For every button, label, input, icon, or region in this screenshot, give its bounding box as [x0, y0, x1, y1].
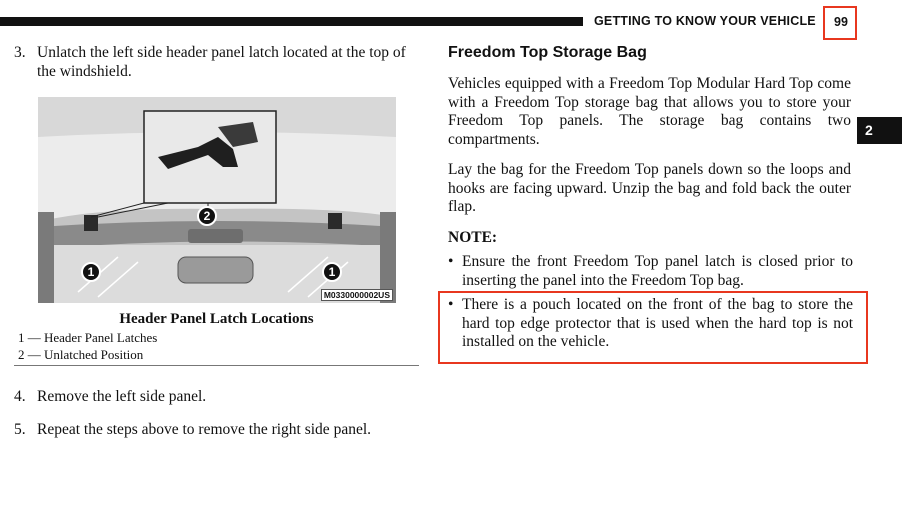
- legend-item-1: 1 — Header Panel Latches: [18, 330, 158, 345]
- section-heading: Freedom Top Storage Bag: [448, 44, 647, 61]
- caption-divider: [14, 365, 419, 366]
- callout-2: 2: [197, 206, 217, 226]
- bullet-dot: •: [448, 296, 454, 313]
- paragraph-1: Vehicles equipped with a Freedom Top Modular Hard Top come with a Freedom Top storage bag that allows you to store your Freedom Top panels. The storage bag contains two compartments.: [448, 75, 851, 149]
- figure-caption-title: Header Panel Latch Locations: [119, 311, 314, 327]
- bullet-highlight: [438, 291, 868, 364]
- step-text: Unlatch the left side header panel latch located at the top of the windshield.: [37, 44, 406, 80]
- step-text: Repeat the steps above to remove the right side panel.: [37, 421, 372, 438]
- step-number: 3.: [14, 44, 26, 61]
- step-number: 4.: [14, 388, 26, 405]
- bullet-text: There is a pouch located on the front of the bag to store the hard top edge protector that is used when the hard top is not installed on the vehicle.: [462, 296, 853, 351]
- chapter-tab: 2: [857, 117, 902, 144]
- page-number: 99: [834, 15, 848, 29]
- step-number: 5.: [14, 421, 26, 438]
- paragraph-2: Lay the bag for the Freedom Top panels down so the loops and hooks are facing upward. Unzip the bag and fold back the outer flap.: [448, 161, 851, 216]
- callout-1-right: 1: [322, 262, 342, 282]
- bullet-text: Ensure the front Freedom Top panel latch is closed prior to inserting the panel into the Freedom Top bag.: [462, 253, 853, 289]
- step-text: Remove the left side panel.: [37, 388, 207, 405]
- figure-code: M0330000002US: [321, 289, 393, 301]
- bullet-dot: •: [448, 253, 454, 270]
- running-header: GETTING TO KNOW YOUR VEHICLE: [594, 14, 816, 28]
- legend-item-2: 2 — Unlatched Position: [18, 347, 144, 362]
- callout-1-left: 1: [81, 262, 101, 282]
- note-label: NOTE:: [448, 229, 498, 246]
- header-latch-figure: [38, 97, 396, 303]
- header-rule: [0, 17, 583, 26]
